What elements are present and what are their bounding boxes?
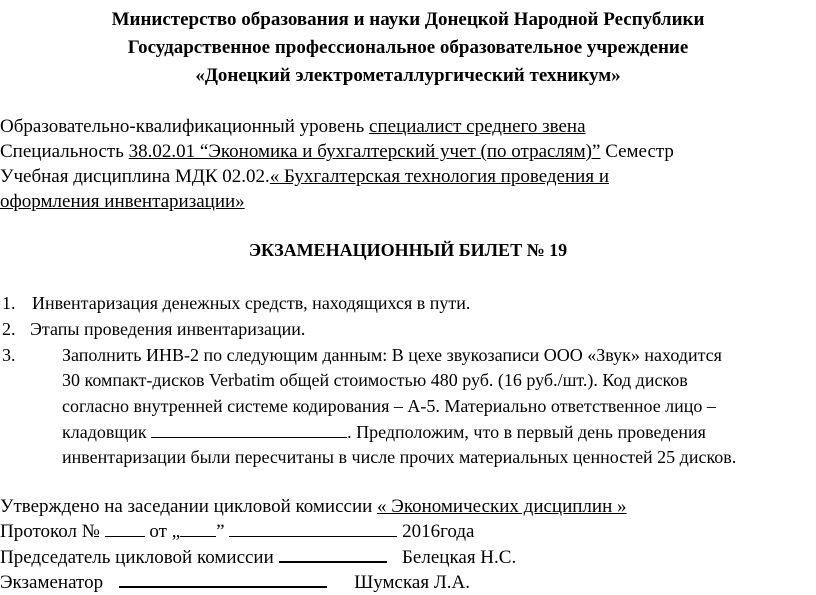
question-3-line-4: [62, 421, 706, 443]
discipline-value-2: оформления инвентаризации»: [0, 191, 245, 212]
ticket-title: ЭКЗАМЕНАЦИОННЫЙ БИЛЕТ № 19: [248, 240, 568, 260]
level-label: Образовательно-квалификационный уровень: [0, 116, 365, 137]
discipline-line: [0, 165, 609, 189]
level-line: [0, 115, 586, 139]
question-3-line-2: 30 компакт-дисков Verbatim общей стоимостью 480 руб. (16 руб./шт.). Код дисков: [62, 370, 688, 390]
level-value: специалист среднего звена: [369, 116, 586, 137]
question-2-number: 2.: [2, 319, 16, 339]
institution-name: «Донецкий электрометаллургический техникум»: [195, 65, 621, 86]
protocol-line: [0, 520, 474, 544]
examiner-name: Шумская Л.А.: [354, 572, 470, 593]
protocol-number-blank[interactable]: [105, 520, 145, 537]
protocol-year: 2016года: [402, 521, 475, 542]
protocol-day-blank[interactable]: [180, 520, 216, 537]
specialty-value: 38.02.01 “Экономика и бухгалтерский учет (по отраслям)”: [128, 141, 601, 162]
storekeeper-blank[interactable]: [151, 421, 347, 438]
approved-label: Утверждено на заседании цикловой комиссии: [0, 496, 373, 517]
question-1-number: 1.: [2, 293, 16, 313]
discipline-label: Учебная дисциплина МДК 02.02.: [0, 166, 270, 187]
protocol-quote: ”: [216, 521, 225, 542]
question-1-text: Инвентаризация денежных средств, находящихся в пути.: [32, 293, 471, 313]
chair-signature-blank[interactable]: [279, 545, 387, 563]
discipline-value-1: « Бухгалтерская технология проведения и: [269, 166, 609, 187]
protocol-label: Протокол №: [0, 521, 100, 542]
question-3-line-5: инвентаризации были пересчитаны в числе прочих материальных ценностей 25 дисков.: [62, 447, 737, 467]
protocol-from: от „: [149, 521, 181, 542]
chair-label: Председатель цикловой комиссии: [0, 547, 274, 568]
semester-label: Семестр: [605, 141, 674, 162]
examiner-label: Экзаменатор: [0, 572, 104, 593]
specialty-line: [0, 140, 674, 164]
storekeeper-label: кладовщик: [62, 422, 147, 442]
discipline-line-2: [0, 190, 245, 214]
question-2-text: Этапы проведения инвентаризации.: [30, 319, 306, 339]
institution-type: Государственное профессиональное образовательное учреждение: [127, 37, 689, 58]
approved-line: [0, 495, 627, 519]
question-3-line-4-rest: . Предположим, что в первый день проведения: [347, 422, 706, 442]
ministry-title: Министерство образования и науки Донецкой Народной Республики: [111, 9, 705, 30]
examiner-line: [0, 570, 470, 595]
specialty-label: Специальность: [0, 141, 124, 162]
protocol-month-blank[interactable]: [229, 520, 397, 537]
chair-line: [0, 545, 516, 570]
examiner-signature-blank[interactable]: [119, 570, 327, 588]
approved-value: « Экономических дисциплин »: [377, 496, 627, 517]
question-3-number: 3.: [2, 345, 16, 365]
chair-name: Белецкая Н.С.: [402, 547, 517, 568]
question-3-line-1: Заполнить ИНВ-2 по следующим данным: В цехе звукозаписи ООО «Звук» находится: [62, 345, 722, 365]
question-3-line-3: согласно внутренней системе кодирования – А-5. Материально ответственное лицо –: [62, 396, 716, 416]
